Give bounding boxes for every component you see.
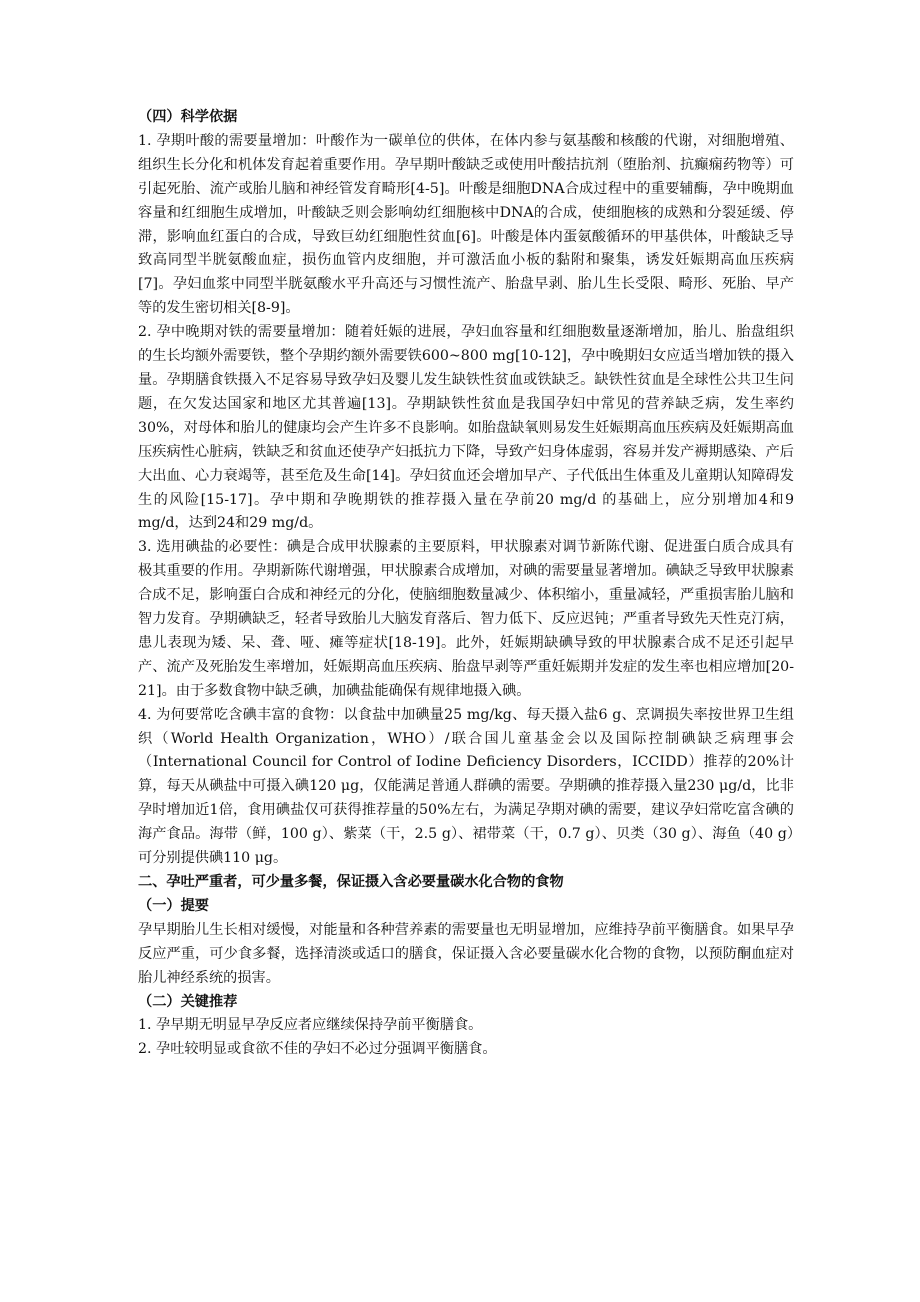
section-heading-scientific-basis: （四）科学依据	[138, 109, 238, 125]
recommendation-item: 1. 孕早期无明显早孕反应者应继续保持孕前平衡膳食。	[138, 1017, 483, 1034]
section-heading-morning-sickness: 二、孕吐严重者，可少量多餐，保证摄入含必要量碳水化合物的食物	[138, 874, 564, 890]
paragraph-iron: 2. 孕中晚期对铁的需要量增加：随着妊娠的进展，孕妇血容量和红细胞数量逐渐增加，胎儿、胎盘组织的生长均额外需要铁，整个孕期约额外需要铁600~800 mg[10-12]，孕中晚期妇女应适当增加铁的摄入量。孕期膳食铁摄入不足容易导致孕妇及婴儿发生缺铁性贫血或铁缺乏。缺铁性贫血是全球性公共卫生问题，在欠发达国家和地区尤其普遍[13]。孕期缺铁性贫血是我国孕妇中常见的营养缺乏病，发生率约30%，对母体和胎儿的健康均会产生许多不良影响。如胎盘缺氧则易发生妊娠期高血压疾病及妊娠期高血压疾病性心脏病，铁缺乏和贫血还使孕产妇抵抗力下降，导致产妇身体虚弱，容易并发产褥期感染、产后大出血、心力衰竭等，甚至危及生命[14]。孕妇贫血还会增加早产、子代低出生体重及儿童期认知障碍发生的风险[15-17]。孕中期和孕晚期铁的推荐摄入量在孕前20 mg/d 的基础上，应分别增加4和9 mg/d，达到24和29 mg/d。	[138, 324, 794, 532]
paragraph-iodized-salt: 3. 选用碘盐的必要性：碘是合成甲状腺素的主要原料，甲状腺素对调节新陈代谢、促进蛋白质合成具有极其重要的作用。孕期新陈代谢增强，甲状腺素合成增加，对碘的需要量显著增加。碘缺乏导致甲状腺素合成不足，影响蛋白合成和神经元的分化，使脑细胞数量减少、体积缩小，重量减轻，严重损害胎儿脑和智力发育。孕期碘缺乏，轻者导致胎儿大脑发育落后、智力低下、反应迟钝；严重者导致先天性克汀病，患儿表现为矮、呆、聋、哑、瘫等症状[18-19]。此外，妊娠期缺碘导致的甲状腺素合成不足还引起早产、流产及死胎发生率增加，妊娠期高血压疾病、胎盘早剥等严重妊娠期并发症的发生率也相应增加[20-21]。由于多数食物中缺乏碘，加碘盐能确保有规律地摄入碘。	[138, 539, 794, 699]
document-page	[138, 106, 794, 1062]
paragraph-iodine-rich-food: 4. 为何要常吃含碘丰富的食物：以食盐中加碘量25 mg/kg、每天摄入盐6 g、烹调损失率按世界卫生组织（World Health Organization，WHO）/联合国儿童基金会以及国际控制碘缺乏病理事会（International Council for Control of Iodine Deficiency Disorders，ICCIDD）推荐的20%计算，每天从碘盐中可摄入碘120 μg，仅能满足普通人群碘的需要。孕期碘的推荐摄入量230 μg/d，比非孕时增加近1倍，食用碘盐仅可获得推荐量的50%左右，为满足孕期对碘的需要，建议孕妇常吃富含碘的海产食品。海带（鲜，100 g）、紫菜（干，2.5 g）、裙带菜（干，0.7 g）、贝类（30 g）、海鱼（40 g）可分别提供碘110 μg。	[138, 706, 794, 867]
subsection-heading-summary: （一）提要	[138, 897, 209, 914]
subsection-heading-key-recommendations: （二）关键推荐	[138, 993, 238, 1010]
paragraph-summary: 孕早期胎儿生长相对缓慢，对能量和各种营养素的需要量也无明显增加，应维持孕前平衡膳食。如果早孕反应严重，可少食多餐，选择清淡或适口的膳食，保证摄入含必要量碳水化合物的食物，以预防酮血症对胎儿神经系统的损害。	[138, 921, 794, 986]
recommendation-item: 2. 孕吐较明显或食欲不佳的孕妇不必过分强调平衡膳食。	[138, 1041, 497, 1058]
paragraph-folic-acid: 1. 孕期叶酸的需要量增加：叶酸作为一碳单位的供体，在体内参与氨基酸和核酸的代谢，对细胞增殖、组织生长分化和机体发育起着重要作用。孕早期叶酸缺乏或使用叶酸拮抗剂（堕胎剂、抗癫痫药物等）可引起死胎、流产或胎儿脑和神经管发育畸形[4-5]。叶酸是细胞DNA合成过程中的重要辅酶，孕中晚期血容量和红细胞生成增加，叶酸缺乏则会影响幼红细胞核中DNA的合成，使细胞核的成熟和分裂延缓、停滞，影响血红蛋白的合成，导致巨幼红细胞性贫血[6]。叶酸是体内蛋氨酸循环的甲基供体，叶酸缺乏导致高同型半胱氨酸血症，损伤血管内皮细胞，并可激活血小板的黏附和聚集，诱发妊娠期高血压疾病[7]。孕妇血浆中同型半胱氨酸水平升高还与习惯性流产、胎盘早剥、胎儿生长受限、畸形、死胎、早产等的发生密切相关[8-9]。	[138, 132, 794, 317]
